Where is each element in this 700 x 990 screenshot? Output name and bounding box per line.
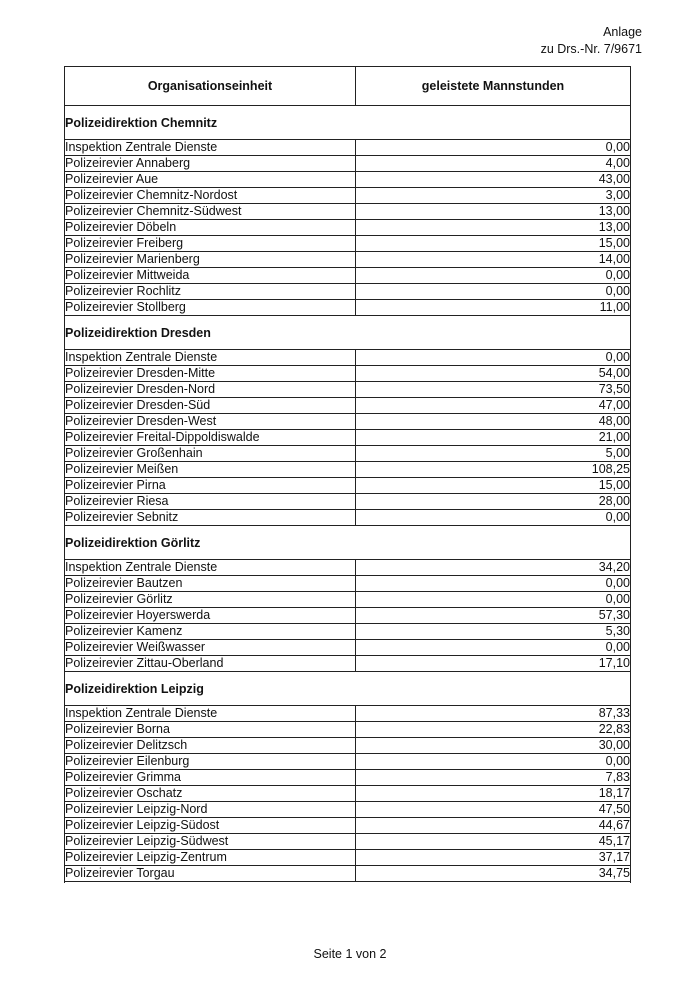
hours-value-cell: 43,00 [356, 172, 631, 188]
section-header-row [65, 316, 631, 350]
unit-name-cell: Polizeirevier Leipzig-Südwest [65, 834, 356, 850]
unit-name-cell: Polizeirevier Freital-Dippoldiswalde [65, 430, 356, 446]
hours-value-cell: 22,83 [356, 722, 631, 738]
table-row [65, 414, 631, 430]
unit-name-cell: Polizeirevier Dresden-Mitte [65, 366, 356, 382]
hours-value-cell: 0,00 [356, 350, 631, 366]
unit-name-cell: Polizeirevier Großenhain [65, 446, 356, 462]
unit-name-cell: Inspektion Zentrale Dienste [65, 350, 356, 366]
table-row [65, 284, 631, 300]
table-row [65, 462, 631, 478]
unit-name-cell: Polizeirevier Leipzig-Zentrum [65, 850, 356, 866]
hours-value-cell: 13,00 [356, 220, 631, 236]
hours-value-cell: 108,25 [356, 462, 631, 478]
hours-value-cell: 5,00 [356, 446, 631, 462]
unit-name-cell: Polizeirevier Bautzen [65, 576, 356, 592]
unit-name-cell: Polizeirevier Riesa [65, 494, 356, 510]
hours-value-cell: 37,17 [356, 850, 631, 866]
hours-value-cell: 47,50 [356, 802, 631, 818]
section-title: Polizeidirektion Leipzig [65, 672, 631, 706]
table-row [65, 576, 631, 592]
hours-value-cell: 34,75 [356, 866, 631, 882]
section-title: Polizeidirektion Görlitz [65, 526, 631, 560]
table-row [65, 802, 631, 818]
unit-name-cell: Polizeirevier Leipzig-Südost [65, 818, 356, 834]
unit-name-cell: Polizeirevier Zittau-Oberland [65, 656, 356, 672]
hours-value-cell: 0,00 [356, 640, 631, 656]
table-row [65, 350, 631, 366]
table-row [65, 866, 631, 882]
hours-value-cell: 4,00 [356, 156, 631, 172]
hours-value-cell: 17,10 [356, 656, 631, 672]
table-row [65, 398, 631, 414]
table-row [65, 706, 631, 722]
hours-value-cell: 45,17 [356, 834, 631, 850]
table-row [65, 560, 631, 576]
unit-name-cell: Polizeirevier Sebnitz [65, 510, 356, 526]
column-header-unit: Organisationseinheit [65, 67, 356, 106]
hours-value-cell: 13,00 [356, 204, 631, 220]
hours-value-cell: 0,00 [356, 268, 631, 284]
table-row [65, 786, 631, 802]
table-row [65, 140, 631, 156]
table-row [65, 478, 631, 494]
unit-name-cell: Polizeirevier Marienberg [65, 252, 356, 268]
table-row [65, 834, 631, 850]
section-header-row [65, 526, 631, 560]
table-row [65, 770, 631, 786]
hours-value-cell: 3,00 [356, 188, 631, 204]
table-row [65, 510, 631, 526]
table-row [65, 236, 631, 252]
hours-value-cell: 0,00 [356, 576, 631, 592]
annex-label: Anlage [603, 25, 642, 39]
table-end-row [65, 882, 631, 884]
unit-name-cell: Polizeirevier Dresden-Süd [65, 398, 356, 414]
table-row [65, 204, 631, 220]
unit-name-cell: Inspektion Zentrale Dienste [65, 560, 356, 576]
unit-name-cell: Polizeirevier Döbeln [65, 220, 356, 236]
unit-name-cell: Polizeirevier Weißwasser [65, 640, 356, 656]
unit-name-cell: Polizeirevier Delitzsch [65, 738, 356, 754]
table-row [65, 850, 631, 866]
table-row [65, 252, 631, 268]
unit-name-cell: Polizeirevier Aue [65, 172, 356, 188]
table-row [65, 382, 631, 398]
unit-name-cell: Polizeirevier Görlitz [65, 592, 356, 608]
table-row [65, 592, 631, 608]
table-row [65, 188, 631, 204]
section-title: Polizeidirektion Dresden [65, 316, 631, 350]
unit-name-cell: Polizeirevier Oschatz [65, 786, 356, 802]
hours-value-cell: 0,00 [356, 284, 631, 300]
unit-name-cell: Polizeirevier Borna [65, 722, 356, 738]
table-row [65, 656, 631, 672]
unit-name-cell: Polizeirevier Meißen [65, 462, 356, 478]
hours-value-cell: 11,00 [356, 300, 631, 316]
hours-value-cell: 57,30 [356, 608, 631, 624]
unit-name-cell: Polizeirevier Hoyerswerda [65, 608, 356, 624]
table-row [65, 738, 631, 754]
unit-name-cell: Polizeirevier Stollberg [65, 300, 356, 316]
hours-value-cell: 18,17 [356, 786, 631, 802]
table-row [65, 366, 631, 382]
hours-value-cell: 0,00 [356, 592, 631, 608]
unit-name-cell: Polizeirevier Grimma [65, 770, 356, 786]
table-row [65, 624, 631, 640]
hours-value-cell: 15,00 [356, 236, 631, 252]
table-header-row [65, 67, 631, 106]
unit-name-cell: Polizeirevier Dresden-West [65, 414, 356, 430]
section-header-row [65, 672, 631, 706]
table-row [65, 300, 631, 316]
hours-value-cell: 30,00 [356, 738, 631, 754]
table-row [65, 608, 631, 624]
document-reference: zu Drs.-Nr. 7/9671 [540, 42, 642, 56]
table-body [65, 106, 631, 884]
unit-name-cell: Polizeirevier Kamenz [65, 624, 356, 640]
table-row [65, 172, 631, 188]
hours-value-cell: 14,00 [356, 252, 631, 268]
unit-name-cell: Polizeirevier Pirna [65, 478, 356, 494]
hours-value-cell: 0,00 [356, 754, 631, 770]
hours-value-cell: 34,20 [356, 560, 631, 576]
hours-value-cell: 48,00 [356, 414, 631, 430]
section-header-row [65, 106, 631, 140]
hours-value-cell: 87,33 [356, 706, 631, 722]
hours-value-cell: 5,30 [356, 624, 631, 640]
unit-name-cell: Polizeirevier Torgau [65, 866, 356, 882]
unit-name-cell: Polizeirevier Eilenburg [65, 754, 356, 770]
table-row [65, 268, 631, 284]
table-row [65, 494, 631, 510]
unit-name-cell: Polizeirevier Annaberg [65, 156, 356, 172]
table-row [65, 220, 631, 236]
unit-name-cell: Polizeirevier Mittweida [65, 268, 356, 284]
hours-value-cell: 28,00 [356, 494, 631, 510]
hours-value-cell: 15,00 [356, 478, 631, 494]
hours-value-cell: 7,83 [356, 770, 631, 786]
column-header-hours: geleistete Mannstunden [356, 67, 631, 106]
unit-name-cell: Polizeirevier Chemnitz-Nordost [65, 188, 356, 204]
table-row [65, 640, 631, 656]
table-row [65, 430, 631, 446]
unit-name-cell: Inspektion Zentrale Dienste [65, 706, 356, 722]
unit-name-cell: Polizeirevier Chemnitz-Südwest [65, 204, 356, 220]
unit-name-cell: Polizeirevier Rochlitz [65, 284, 356, 300]
table-row [65, 156, 631, 172]
unit-name-cell: Polizeirevier Freiberg [65, 236, 356, 252]
hours-value-cell: 54,00 [356, 366, 631, 382]
unit-name-cell: Polizeirevier Dresden-Nord [65, 382, 356, 398]
hours-table [64, 66, 631, 883]
hours-value-cell: 0,00 [356, 510, 631, 526]
hours-value-cell: 44,67 [356, 818, 631, 834]
hours-value-cell: 47,00 [356, 398, 631, 414]
hours-value-cell: 21,00 [356, 430, 631, 446]
hours-value-cell: 73,50 [356, 382, 631, 398]
table-row [65, 446, 631, 462]
section-title: Polizeidirektion Chemnitz [65, 106, 631, 140]
table-row [65, 722, 631, 738]
table-row [65, 754, 631, 770]
page-number: Seite 1 von 2 [313, 947, 387, 961]
unit-name-cell: Inspektion Zentrale Dienste [65, 140, 356, 156]
unit-name-cell: Polizeirevier Leipzig-Nord [65, 802, 356, 818]
table-row [65, 818, 631, 834]
hours-value-cell: 0,00 [356, 140, 631, 156]
